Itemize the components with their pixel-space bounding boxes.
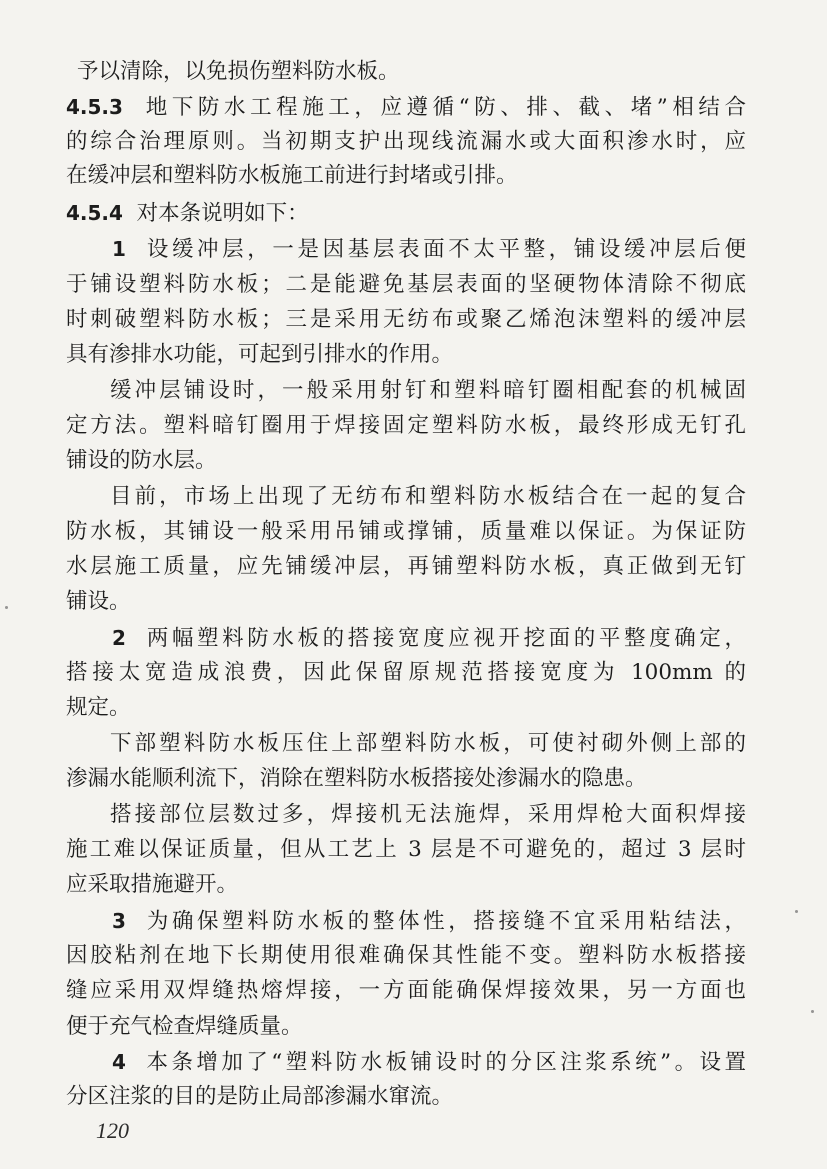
text-line	[66, 512, 746, 552]
text-line	[66, 300, 746, 340]
text-line	[110, 371, 746, 411]
line-text: 渗漏水能顺利流下，消除在塑料防水板搭接处渗漏水的隐患。	[66, 766, 647, 791]
line-text: 应采取措施避开。	[66, 872, 239, 897]
text-line	[66, 582, 131, 622]
line-text: 铺设。	[66, 589, 131, 614]
item-line	[112, 1042, 746, 1082]
text-line	[66, 936, 746, 976]
line-text: 的综合治理原则。当初期支护出现线流漏水或大面积渗水时，应	[66, 129, 746, 154]
line-text: 具有渗排水功能，可起到引排水的作用。	[66, 342, 454, 367]
line-text: 定方法。塑料暗钉圈用于焊接固定塑料防水板，最终形成无钉孔	[66, 413, 746, 438]
text-line	[110, 795, 746, 835]
line-text: 时刺破塑料防水板；三是采用无纺布或聚乙烯泡沫塑料的缓冲层	[66, 307, 746, 332]
text-line	[66, 441, 217, 481]
text-line	[66, 547, 746, 587]
line-text: 为确保塑料防水板的整体性，搭接缝不宜采用粘结法，	[146, 909, 746, 934]
section-number: 4.5.4	[66, 201, 123, 225]
line-text: 搭接太宽造成浪费，因此保留原规范搭接宽度为 100mm 的	[66, 660, 746, 685]
text-line	[66, 971, 746, 1011]
item-number: 3	[112, 909, 126, 933]
line-text: 铺设的防水层。	[66, 448, 217, 473]
section-number: 4.5.3	[66, 95, 123, 119]
line-text: 两幅塑料防水板的搭接宽度应视开挖面的平整度确定，	[146, 626, 746, 651]
line-text: 搭接部位层数过多，焊接机无法施焊，采用焊枪大面积焊接	[110, 802, 746, 827]
line-text: 目前，市场上出现了无纺布和塑料防水板结合在一起的复合	[110, 484, 746, 509]
line-text: 在缓冲层和塑料防水板施工前进行封堵或引排。	[66, 163, 518, 188]
line-text: 予以清除，以免损伤塑料防水板。	[77, 59, 400, 84]
line-text: 便于充气检查焊缝质量。	[66, 1014, 303, 1039]
scan-speck	[5, 606, 8, 609]
text-line	[66, 406, 746, 446]
line-text: 于铺设塑料防水板；二是能避免基层表面的坚硬物体清除不彻底	[66, 272, 746, 297]
text-line	[66, 653, 746, 693]
text-line	[66, 156, 518, 196]
line-text: 分区注浆的目的是防止局部渗漏水窜流。	[66, 1084, 454, 1109]
line-text: 设缓冲层，一是因基层表面不太平整，铺设缓冲层后便	[146, 237, 746, 262]
line-text: 防水板，其铺设一般采用吊铺或撑铺，质量难以保证。为保证防	[66, 519, 746, 544]
line-text: 规定。	[66, 695, 131, 720]
section-heading-line	[66, 193, 309, 233]
section-heading-line	[66, 87, 746, 127]
item-line	[112, 901, 746, 941]
scan-speck	[795, 910, 798, 913]
text-line	[110, 724, 746, 764]
line-text: 因胶粘剂在地下长期使用很难确保其性能不变。塑料防水板搭接	[66, 943, 746, 968]
line-text: 本条增加了“塑料防水板铺设时的分区注浆系统”。设置	[146, 1050, 746, 1075]
line-text: 下部塑料防水板压住上部塑料防水板，可使衬砌外侧上部的	[110, 731, 746, 756]
text-line	[77, 52, 400, 92]
text-line	[66, 759, 647, 799]
text-line	[66, 830, 746, 870]
line-text: 施工难以保证质量，但从工艺上 3 层是不可避免的，超过 3 层时	[66, 837, 746, 862]
item-line	[112, 618, 746, 658]
item-line	[112, 229, 746, 269]
line-text: 地下防水工程施工，应遵循“防、排、截、堵”相结合	[145, 95, 746, 120]
line-text: 缓冲层铺设时，一般采用射钉和塑料暗钉圈相配套的机械固	[110, 378, 746, 403]
page-number: 120	[96, 1118, 129, 1143]
item-number: 1	[112, 237, 126, 261]
text-line	[110, 477, 746, 517]
line-text: 对本条说明如下：	[136, 201, 309, 226]
text-line	[66, 688, 131, 728]
text-line	[66, 1007, 303, 1047]
item-number: 4	[112, 1050, 126, 1074]
scan-speck	[811, 1010, 814, 1013]
text-line	[66, 265, 746, 305]
text-line	[66, 1077, 453, 1117]
text-line	[66, 335, 453, 375]
item-number: 2	[112, 626, 126, 650]
text-line	[66, 865, 238, 905]
line-text: 水层施工质量，应先铺缓冲层，再铺塑料防水板，真正做到无钉	[66, 554, 746, 579]
line-text: 缝应采用双焊缝热熔焊接，一方面能确保焊接效果，另一方面也	[66, 978, 746, 1003]
